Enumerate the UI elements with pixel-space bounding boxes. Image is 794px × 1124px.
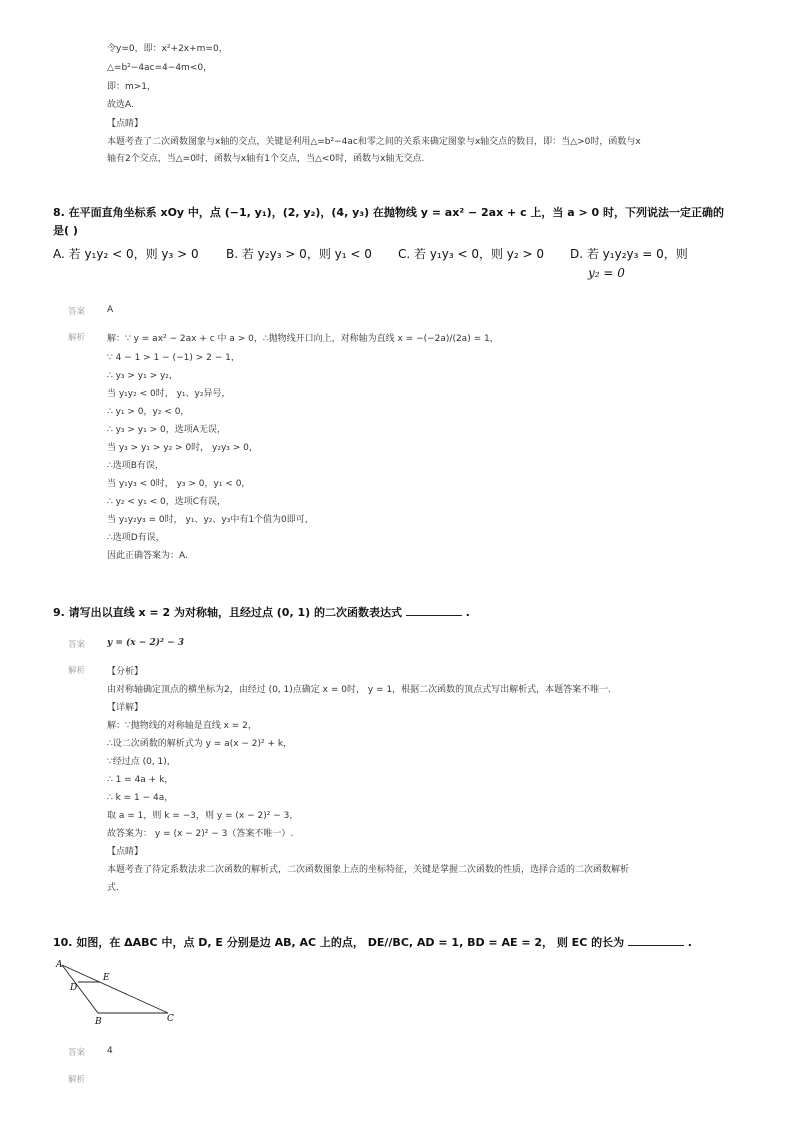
q8-analysis-label: 解析 [68,333,86,343]
q8-analysis-line: 当 y₃ > y₁ > y₂ > 0时， y₂y₃ > 0， [107,443,258,453]
q9-analysis-label: 解析 [68,666,86,676]
q8-stem-line-2: 是( ) [53,224,78,237]
q9-analysis-line: 式. [107,883,119,893]
q8-answer-label: 答案 [68,307,86,317]
q9-analysis-line: 【点睛】 [107,847,144,857]
q8-analysis-line: ∴选项D有误， [107,533,165,543]
q8-analysis-line: ∴ y₁ > 0，y₂ < 0， [107,407,190,417]
q10-answer-blank [628,936,684,946]
point-a-label: A [56,960,63,970]
q8-analysis-line: ∵ 4 − 1 > 1 − (−1) > 2 − 1， [107,353,240,363]
sec7-point-heading: 【点睛】 [107,119,144,129]
q8-analysis-line: 当 y₁y₂ < 0时， y₁、y₂异号， [107,389,231,399]
q9-stem-text: 9. 请写出以直线 x = 2 为对称轴，且经过点 (0, 1) 的二次函数表达式 [53,606,402,619]
q8-analysis-line: 因此正确答案为：A. [107,551,188,561]
q10-stem-text: 10. 如图，在 ΔABC 中，点 D, E 分别是边 AB, AC 上的点， DE//BC, AD = 1, BD = AE = 2， 则 EC 的长为 [53,936,625,949]
q10-stem-period: . [687,936,692,949]
q9-answer-blank [406,606,462,616]
q10-analysis-label: 解析 [68,1075,86,1085]
q8-analysis-line: 当 y₁y₃ < 0时， y₃ > 0，y₁ < 0， [107,479,251,489]
q8-option-d-cont: y₂ = 0 [588,266,625,280]
q10-stem [53,934,692,950]
point-e-label: E [103,973,110,983]
q9-analysis-line: ∴设二次函数的解析式为 y = a(x − 2)² + k， [107,739,293,749]
q9-answer-label: 答案 [68,640,86,650]
q10-answer: 4 [107,1046,113,1056]
q8-analysis-line: 解：∵ y = ax² − 2ax + c 中 a > 0，∴抛物线开口向上，对称轴为直线 x = −(−2a)/(2a) = 1， [107,334,499,344]
point-d-label: D [70,983,78,993]
point-c-label: C [167,1014,174,1024]
triangle-abc [62,965,168,1013]
q9-analysis-line: 本题考查了待定系数法求二次函数的解析式，二次函数图象上点的坐标特征，关键是掌握二次函数的性质，选择合适的二次函数解析 [107,865,630,875]
sec7-line-1: 令y=0，即：x²+2x+m=0， [107,44,228,54]
q8-option-b: B. 若 y₂y₃ > 0，则 y₁ < 0 [226,247,372,261]
q8-stem-line-1: 8. 在平面直角坐标系 xOy 中，点 (−1, y₁)，(2, y₂)，(4, y₃) 在抛物线 y = ax² − 2ax + c 上，当 a > 0 时，下列说法一定正确的 [53,206,725,219]
q9-answer: y = (x − 2)² − 3 [107,638,185,648]
sec7-line-3: 即：m>1， [107,82,157,92]
point-b-label: B [95,1017,102,1027]
sec7-line-2: △=b²−4ac=4−4m<0， [107,63,213,73]
sec7-point-line-2: 轴有2个交点，当△=0时，函数与x轴有1个交点，当△<0时，函数与x轴无交点. [107,154,425,164]
sec7-point-line-1: 本题考查了二次函数图象与x轴的交点，关键是利用△=b²−4ac和零之间的关系来确定图象与x轴交点的数目，即：当△>0时，函数与x [107,137,641,147]
q9-stem [53,604,470,620]
q8-analysis-line: 当 y₁y₂y₃ = 0时， y₁、y₂、y₃中有1个值为0即可， [107,515,314,525]
q9-analysis-line: 解：∵抛物线的对称轴是直线 x = 2， [107,721,257,731]
q9-analysis-line: 故答案为： y = (x − 2)² − 3（答案不唯一）. [107,829,294,839]
triangle-figure [50,955,190,1027]
q8-analysis-line: ∴ y₃ > y₁ > 0，选项A无误， [107,425,226,435]
q9-analysis-line: ∴ k = 1 − 4a， [107,793,174,803]
q9-analysis-line: 【详解】 [107,703,144,713]
q8-option-a: A. 若 y₁y₂ < 0，则 y₃ > 0 [53,247,199,261]
q9-stem-period: . [465,606,470,619]
q9-analysis-line: ∴ 1 = 4a + k， [107,775,174,785]
q10-answer-label: 答案 [68,1048,86,1058]
q9-analysis-line: 取 a = 1，则 k = −3，则 y = (x − 2)² − 3， [107,811,299,821]
q9-analysis-line: ∵经过点 (0, 1)， [107,757,176,767]
q8-analysis-line: ∴ y₂ < y₁ < 0，选项C有误， [107,497,226,507]
sec7-line-4: 故选A. [107,100,134,110]
q8-option-d: D. 若 y₁y₂y₃ = 0，则 [570,247,688,261]
q9-analysis-line: 【分析】 [107,667,144,677]
q8-analysis-line: ∴选项B有误， [107,461,164,471]
q8-analysis-line: ∴ y₃ > y₁ > y₂， [107,371,178,381]
q8-answer: A [107,305,114,315]
q8-option-c: C. 若 y₁y₃ < 0，则 y₂ > 0 [398,247,545,261]
q9-analysis-line: 由对称轴确定顶点的横坐标为2，由经过 (0, 1)点确定 x = 0时， y = 1，根据二次函数的顶点式写出解析式，本题答案不唯一. [107,685,611,695]
